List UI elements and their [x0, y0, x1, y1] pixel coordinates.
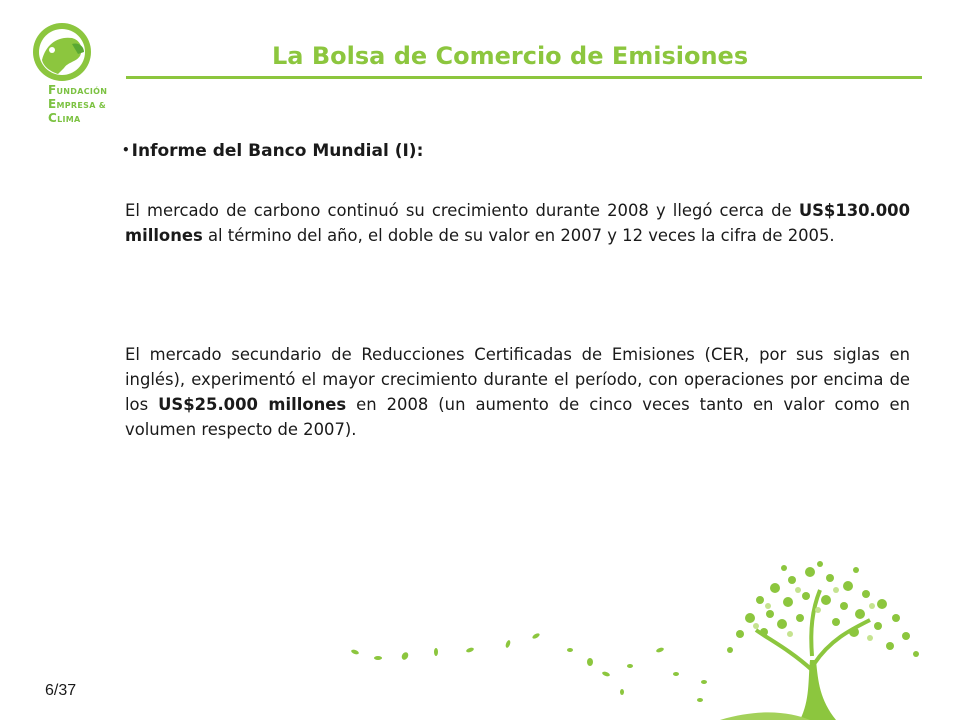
- logo-line-1: FUNDACIÓN: [48, 83, 108, 97]
- paragraph-2-text-a: El mercado secundario de Reducciones Certificadas de Emisiones (CER, por sus siglas en inglés), experimentó el mayor crecimiento durante el período, con operaciones por encima de los: [125, 345, 910, 414]
- paragraph-2-bold: US$25.000 millones: [158, 395, 347, 414]
- bullet-heading-text: Informe del Banco Mundial (I):: [131, 141, 424, 161]
- logo-line-2: EMPRESA &: [48, 97, 107, 111]
- page-title: La Bolsa de Comercio de Emisiones: [272, 42, 749, 70]
- paragraph-1-text-a: El mercado de carbono continuó su crecimiento durante 2008 y llegó cerca de: [125, 201, 799, 220]
- paragraph-1: [125, 198, 910, 248]
- green-tree-icon: [660, 560, 960, 720]
- paragraph-2: [125, 342, 910, 442]
- bullet-heading: [122, 141, 423, 161]
- paragraph-1-bold: US$130.000 millones: [125, 201, 910, 245]
- bullet-icon: •: [122, 143, 130, 157]
- logo-line-3: CLIMA: [48, 111, 81, 125]
- paragraph-2-text-b: en 2008 (un aumento de cinco veces tanto en valor como en volumen respecto de 2007).: [125, 395, 910, 439]
- paragraph-1-text-b: al término del año, el doble de su valor en 2007 y 12 veces la cifra de 2005.: [202, 226, 835, 245]
- page-number: 6/37: [45, 682, 77, 699]
- logo-text: [48, 84, 107, 126]
- title-divider: [126, 76, 922, 79]
